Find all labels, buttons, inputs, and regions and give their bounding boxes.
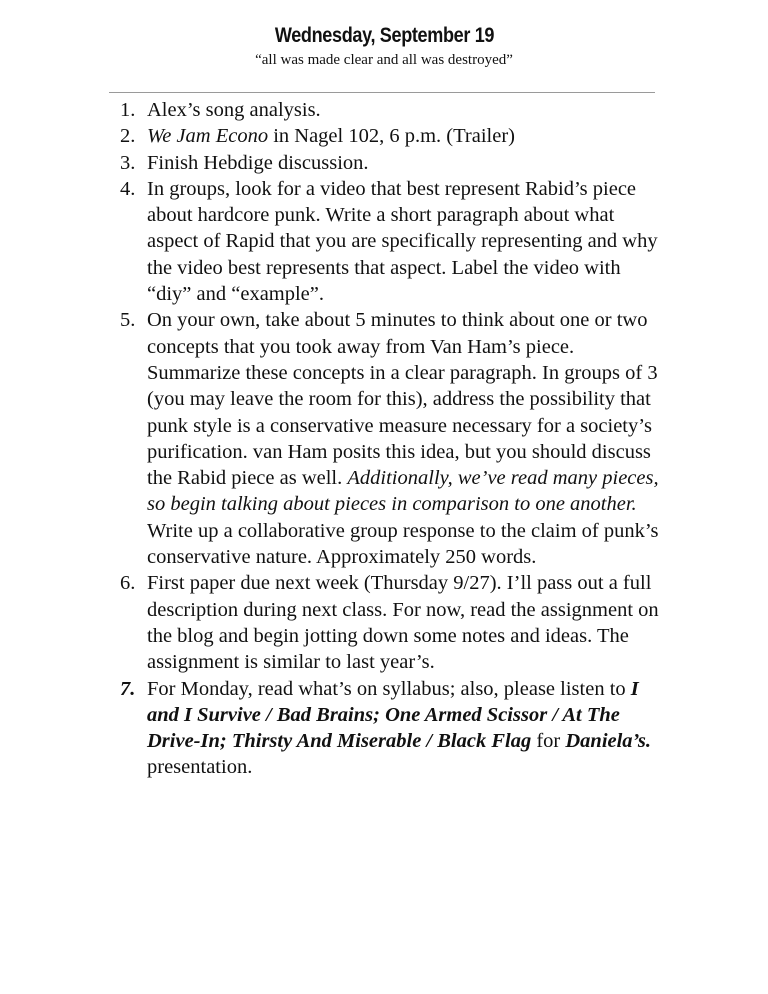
page-subtitle-quote: “all was made clear and all was destroyed” (255, 52, 513, 68)
agenda-item-7 (120, 676, 660, 781)
agenda-item-5 (120, 307, 660, 570)
agenda-item-1 (120, 97, 660, 123)
item-text: First paper due next week (Thursday 9/27). I’ll pass out a full description during next class. For now, read the assignment on the blog and begin jotting down some notes and ideas. The assignment is similar to last year’s. (147, 572, 659, 674)
page-header (0, 22, 768, 70)
agenda-item-3 (120, 150, 660, 176)
item-text: Alex’s song analysis. (147, 99, 321, 121)
item-number: 2. (120, 125, 136, 148)
item-text: In groups, look for a video that best represent Rabid’s piece about hardcore punk. Write a short paragraph about what aspect of Rapid that you are specifically representing and why the video best represents that aspect. Label the video with “diy” and “example”. (147, 177, 658, 306)
page-title: Wednesday, September 19 (274, 24, 494, 47)
presenter-name: Daniela’s. (565, 730, 651, 753)
item-text: For Monday, read what’s on syllabus; also, please listen to (147, 677, 631, 700)
item-number: 4. (120, 177, 136, 200)
song-list: I and I Survive / Bad Brains; One Armed Scissor / At The Drive-In; Thirsty And Miserable / Black Flag (147, 677, 639, 753)
item-text: On your own, take about 5 minutes to think about one or two concepts that you took away from Van Ham’s piece. Summarize these concepts in a clear paragraph. In groups of 3 (you may leave the room for this), address the possibility that punk style is a conservative measure necessary for a society’s purification. van Ham posits this idea, but you should discuss the Rabid piece as well. (147, 309, 658, 490)
item-text: for (531, 730, 566, 753)
item-text: presentation. (147, 756, 253, 779)
item-emphasis: Additionally, we’ve read many pieces, so begin talking about pieces in comparison to one another. (147, 467, 659, 516)
item-text: Write up a collaborative group response to the claim of punk’s conservative nature. Approximately 250 words. (147, 519, 659, 569)
item-number: 3. (120, 151, 136, 174)
header-divider (109, 92, 655, 93)
item-text: Finish Hebdige discussion. (147, 151, 369, 174)
item-text: in Nagel 102, 6 p.m. (Trailer) (268, 125, 515, 148)
film-title: We Jam Econo (147, 125, 269, 148)
agenda-item-2 (120, 123, 660, 149)
agenda-item-6 (120, 570, 660, 675)
agenda-item-4 (120, 176, 660, 307)
item-number: 5. (120, 309, 136, 332)
item-number: 1. (120, 99, 136, 121)
item-number: 6. (120, 572, 136, 595)
agenda-list (120, 97, 660, 781)
item-number: 7. (120, 677, 136, 700)
